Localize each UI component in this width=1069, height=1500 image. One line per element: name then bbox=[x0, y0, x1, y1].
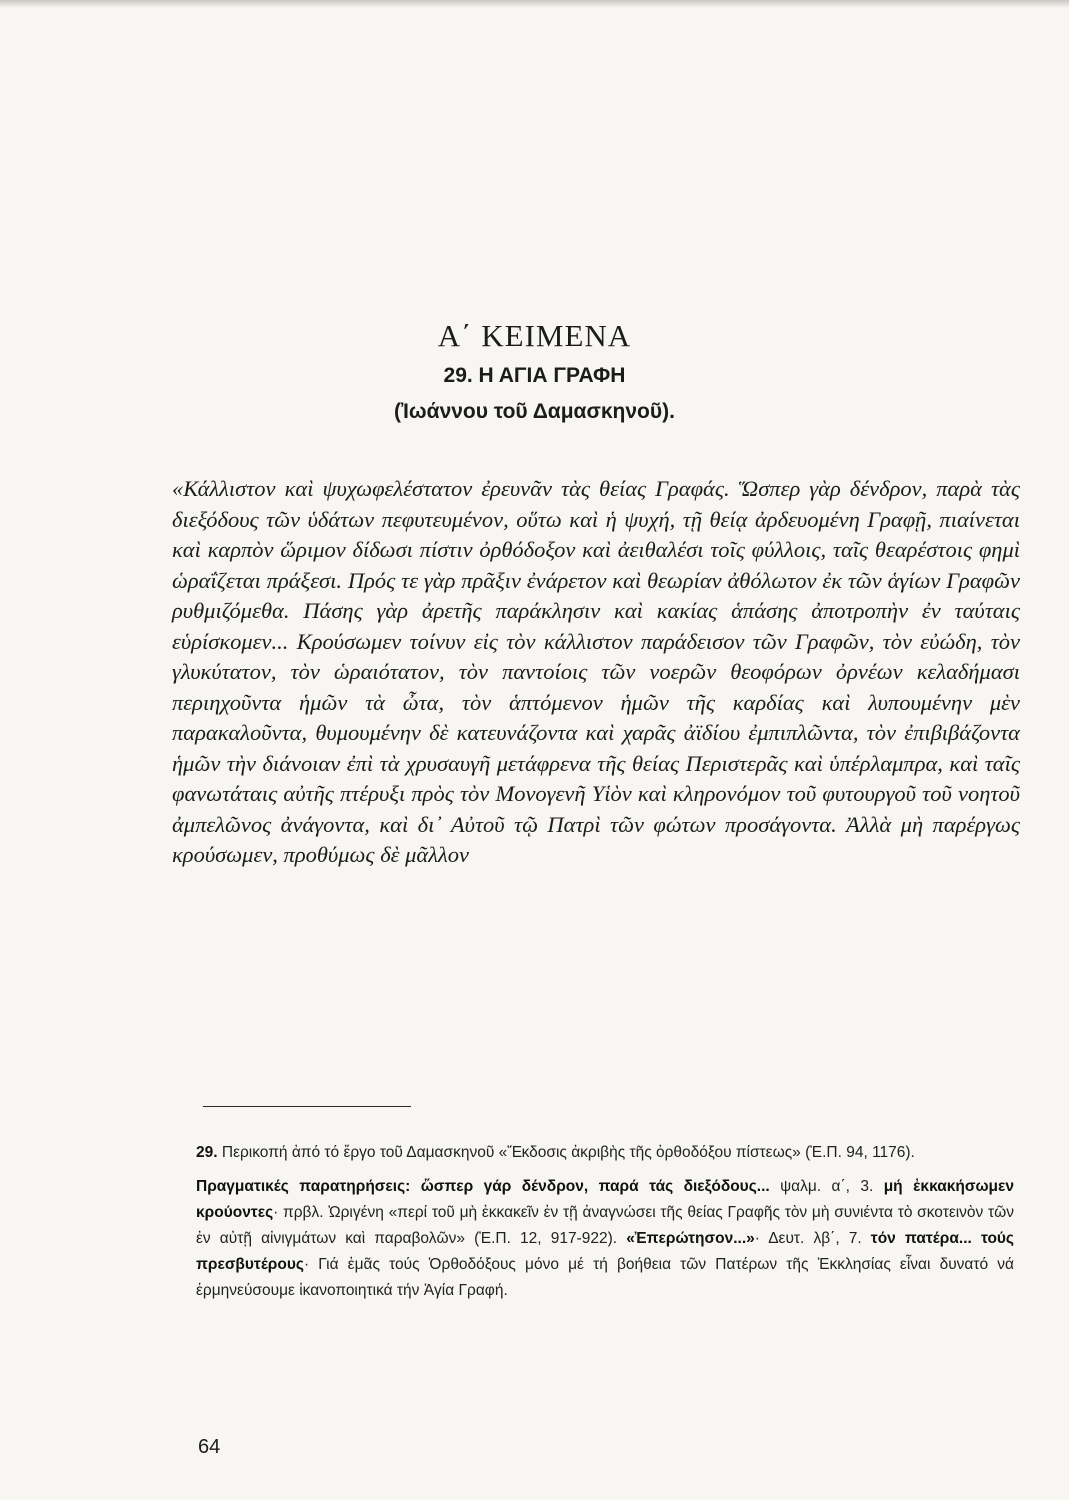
remarks-bold-2: «Ἐπερώτησον...» bbox=[626, 1230, 755, 1247]
chapter-subtitle: (Ἰωάννου τοῦ Δαμασκηνοῦ). bbox=[394, 400, 675, 423]
remarks-text-3: · Δευτ. λβ΄, 7. bbox=[754, 1230, 871, 1247]
remarks-heading: Πραγματικές παρατηρήσεις: ὥσπερ γάρ δένδρον, παρά τάς διεξόδους... bbox=[196, 1178, 770, 1195]
footnote-29 bbox=[196, 1140, 1014, 1166]
remarks-bold-3: τόν πατέρα... τούς πρεσβυτέρους bbox=[196, 1230, 1014, 1273]
footnotes bbox=[196, 1140, 1014, 1312]
remarks-text-4: · Γιά ἐμᾶς τούς Ὀρθοδόξους μόνο μέ τή βοήθεια τῶν Πατέρων τῆς Ἐκκλησίας εἶναι δυνατό νά ἑρμηνεύσουμε ἱκανοποιητικά τήν Ἁγία Γραφή. bbox=[196, 1256, 1014, 1299]
remarks-bold-1: μή ἐκκακήσωμεν κρούοντες bbox=[196, 1178, 1014, 1221]
main-text-passage: «Κάλλιστον καὶ ψυχωφελέστατον ἐρευνᾶν τὰς θείας Γραφάς. Ὥσπερ γὰρ δένδρον, παρὰ τὰς διεξόδους τῶν ὑδάτων πεφυτευμένον, οὕτω καὶ ἡ ψυχή, τῇ θείᾳ ἀρδευομένη Γραφῇ, πιαίνεται καὶ καρπὸν ὥριμον δίδωσι πίστιν ὀρθόδοξον καὶ ἀειθαλέσι τοῖς φύλλοις, ταῖς θεαρέστοις φημὶ ὡραΐζεται πράξεσι. Πρός τε γὰρ πρᾶξιν ἐνάρετον καὶ θεωρίαν ἀθόλωτον ἐκ τῶν ἁγίων Γραφῶν ρυθμιζόμεθα. Πάσης γὰρ ἀρετῆς παράκλησιν καὶ κακίας ἁπάσης ἀποτροπὴν ἐν ταύταις εὑρίσκομεν... Κρούσωμεν τοίνυν εἰς τὸν κάλλιστον παράδεισον τῶν Γραφῶν, τὸν εὐώδη, τὸν γλυκύτατον, τὸν ὡραιότατον, τὸν παντοίοις τῶν νοερῶν θεοφόρων ὀρνέων κελαδήμασι περιηχοῦντα ἡμῶν τὰ ὦτα, τὸν ἁπτόμενον ἡμῶν τῆς καρδίας καὶ λυπουμένην μὲν παρακαλοῦντα, θυμουμένην δὲ κατευνάζοντα καὶ χαρᾶς ἀϊδίου ἐμπιπλῶντα, τὸν ἐπιβιβάζοντα ἡμῶν τὴν διάνοιαν ἐπὶ τὰ χρυσαυγῆ μετάφρενα τῆς θείας Περιστερᾶς καὶ ὑπέρλαμπρα, καὶ ταῖς φανωτάταις αὐτῆς πτέρυξι πρὸς τὸν Μονογενῆ Υἱὸν καὶ κληρονόμον τοῦ φυτουργοῦ τοῦ νοητοῦ ἀμπελῶνος ἀνάγοντα, καὶ δι᾽ Αὐτοῦ τῷ Πατρὶ τῶν φώτων προσάγοντα. Ἀλλὰ μὴ παρέργως κρούσωμεν, προθύμως δὲ μᾶλλον bbox=[172, 476, 1020, 867]
page-edge-shadow bbox=[0, 0, 1069, 8]
footnote-number: 29. bbox=[196, 1144, 218, 1161]
section-title: Α΄ ΚΕΙΜΕΝΑ bbox=[437, 318, 632, 353]
remarks-text-2: · πρβλ. Ὠριγένη «περί τοῦ μὴ ἐκκακεῖν ἐν τῇ ἀναγνώσει τῆς θείας Γραφῆς τὸν μὴ συνιέντα τὸ σκοτεινὸν τῶν ἐν αὐτῇ αἰνιγμάτων καὶ παραβολῶν» (Ἑ.Π. 12, 917-922). bbox=[196, 1204, 1014, 1247]
page-number: 64 bbox=[198, 1436, 221, 1458]
remarks-text-1: ψαλμ. α΄, 3. bbox=[769, 1178, 884, 1195]
footnote-divider bbox=[203, 1106, 411, 1107]
chapter-title: 29. Η ΑΓΙΑ ΓΡΑΦΗ bbox=[443, 364, 626, 387]
footnote-remarks bbox=[196, 1174, 1014, 1304]
footnote-text: Περικοπή ἀπό τό ἔργο τοῦ Δαμασκηνοῦ «Ἔκδοσις ἀκριβὴς τῆς ὀρθοδόξου πίστεως» (Ἑ.Π. 94, 1176). bbox=[217, 1144, 915, 1161]
